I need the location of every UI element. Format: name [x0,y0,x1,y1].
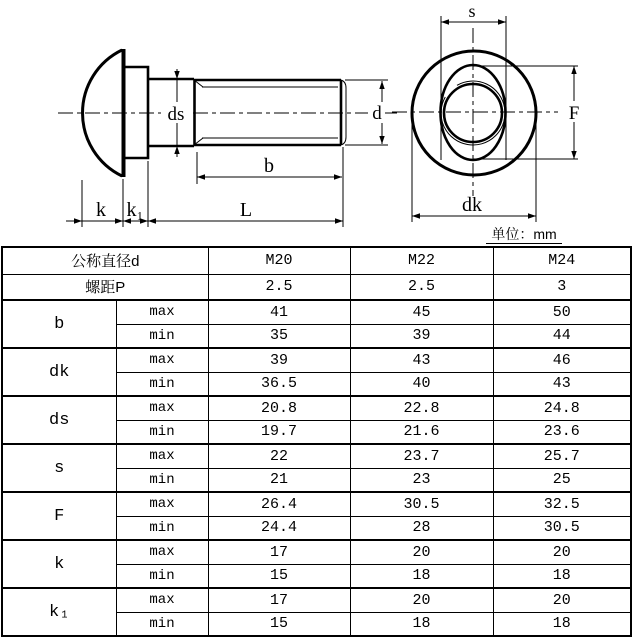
row-label-k: k [2,540,116,588]
cell-ds-min-m20: 19.7 [208,420,350,444]
head-outer-circle [412,51,536,175]
cell-s-max-m20: 22 [208,444,350,468]
row-label-dk: dk [2,348,116,396]
cell-s-max-m24: 25.7 [493,444,631,468]
table-row-s-max [2,444,631,468]
max-label: max [116,540,208,564]
cell-k1-min-m24: 18 [493,612,631,636]
table-row-dk-max [2,348,631,372]
row-label-F: F [2,492,116,540]
table-row-F-max [2,492,631,516]
side-view-drawing [58,49,400,227]
dim-label-k: k [96,199,106,221]
pitch-row [2,274,631,300]
cell-dk-min-m24: 43 [493,372,631,396]
technical-drawing [0,0,632,248]
cell-ds-max-m24: 24.8 [493,396,631,420]
cell-dk-min-m22: 40 [350,372,493,396]
cell-ds-max-m20: 20.8 [208,396,350,420]
row-label-s: s [2,444,116,492]
min-label: min [116,516,208,540]
cell-b-max-m20: 41 [208,300,350,324]
dim-label-d: d [372,103,382,124]
cell-b-min-m24: 44 [493,324,631,348]
cell-k1-max-m20: 17 [208,588,350,612]
cell-k-min-m20: 15 [208,564,350,588]
cell-dk-max-m22: 43 [350,348,493,372]
cell-s-min-m22: 23 [350,468,493,492]
row-label-ds: ds [2,396,116,444]
pitch-m20: 2.5 [208,274,350,300]
table-row-b-max [2,300,631,324]
cell-F-min-m22: 28 [350,516,493,540]
cell-b-max-m22: 45 [350,300,493,324]
col-header-m22: M22 [350,247,493,274]
min-label: min [116,564,208,588]
max-label: max [116,396,208,420]
dim-label-L: L [239,199,253,221]
dim-label-k1: k₁ [126,199,144,221]
table-row-ds-max [2,396,631,420]
dim-ds [161,69,190,157]
cell-b-max-m24: 50 [493,300,631,324]
cell-F-max-m24: 32.5 [493,492,631,516]
spec-table [1,246,632,637]
cell-k1-max-m22: 20 [350,588,493,612]
dim-label-b: b [264,155,274,177]
pitch-m22: 2.5 [350,274,493,300]
front-view-drawing [392,1,582,222]
dim-b [197,152,342,184]
header-diameter-label: 公称直径d [2,247,208,274]
max-label: max [116,444,208,468]
min-label: min [116,324,208,348]
cell-k-max-m22: 20 [350,540,493,564]
pitch-m24: 3 [493,274,631,300]
table-row-k1-max [2,588,631,612]
dim-label-dk: dk [462,194,482,216]
cell-F-min-m20: 24.4 [208,516,350,540]
cell-b-min-m22: 39 [350,324,493,348]
row-label-b: b [2,300,116,348]
cell-k-min-m24: 18 [493,564,631,588]
max-label: max [116,492,208,516]
cell-dk-min-m20: 36.5 [208,372,350,396]
min-label: min [116,468,208,492]
max-label: max [116,588,208,612]
cell-k-max-m24: 20 [493,540,631,564]
min-label: min [116,420,208,444]
dim-label-s: s [468,1,476,21]
min-label: min [116,372,208,396]
table-row-k-max [2,540,631,564]
dim-dk [412,119,536,222]
col-header-m20: M20 [208,247,350,274]
dim-label-ds: ds [167,104,185,125]
cell-dk-max-m24: 46 [493,348,631,372]
row-label-k1: k₁ [2,588,116,636]
cell-F-max-m22: 30.5 [350,492,493,516]
cell-s-min-m20: 21 [208,468,350,492]
cell-s-min-m24: 25 [493,468,631,492]
max-label: max [116,300,208,324]
col-header-m24: M24 [493,247,631,274]
cell-ds-min-m24: 23.6 [493,420,631,444]
max-label: max [116,348,208,372]
cell-dk-max-m20: 39 [208,348,350,372]
cell-k-max-m20: 17 [208,540,350,564]
cell-F-min-m24: 30.5 [493,516,631,540]
cell-b-min-m20: 35 [208,324,350,348]
cell-k1-min-m22: 18 [350,612,493,636]
min-label: min [116,612,208,636]
cell-ds-min-m22: 21.6 [350,420,493,444]
dim-label-F: F [568,103,580,124]
cell-s-max-m22: 23.7 [350,444,493,468]
cell-k1-max-m24: 20 [493,588,631,612]
unit-label: 单位：mm [486,226,562,244]
pitch-label: 螺距P [2,274,208,300]
cell-k-min-m22: 18 [350,564,493,588]
cell-ds-max-m22: 22.8 [350,396,493,420]
dim-k-k1-L [66,147,343,227]
cell-k1-min-m20: 15 [208,612,350,636]
cell-F-max-m20: 26.4 [208,492,350,516]
header-row [2,247,631,274]
